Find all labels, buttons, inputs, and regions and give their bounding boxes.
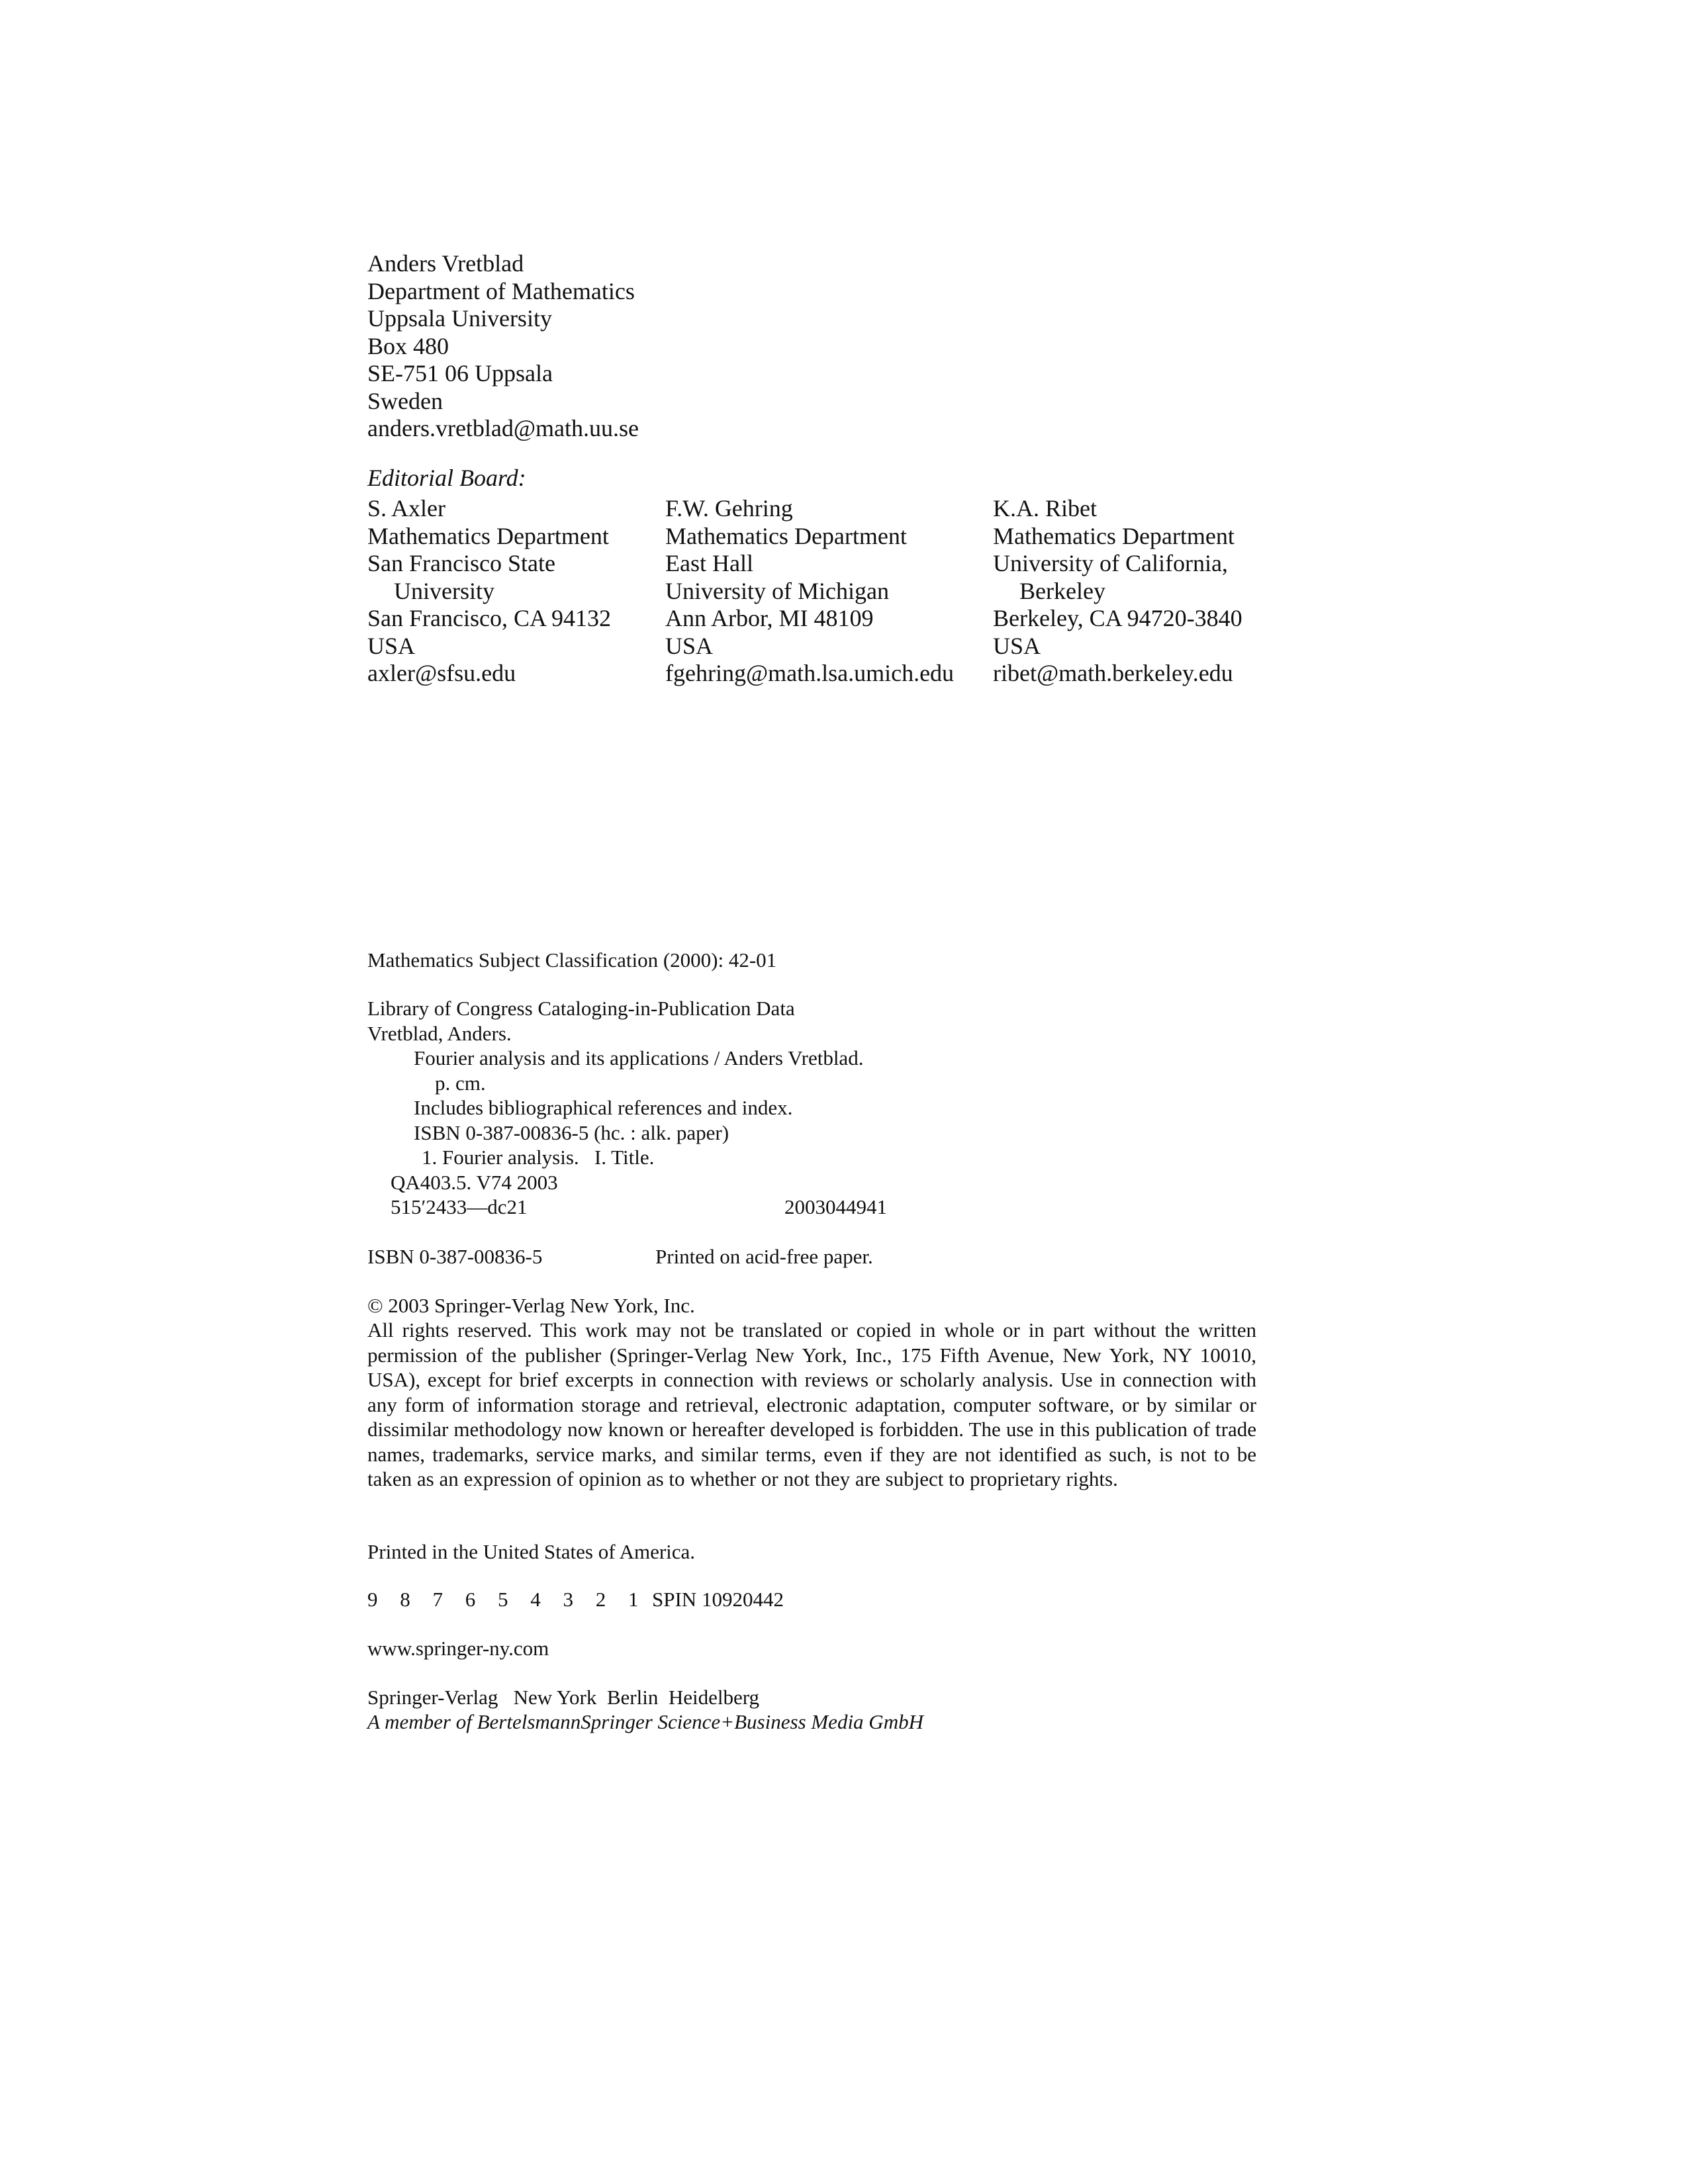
acid-free-note: Printed on acid-free paper. [655, 1245, 873, 1268]
cip-heading: Library of Congress Cataloging-in-Publication Data [367, 997, 795, 1020]
board-member-institution: East Hall [665, 550, 753, 576]
spin-number: SPIN 10920442 [652, 1588, 784, 1611]
print-line-row [367, 1587, 963, 1612]
publisher-website: www.springer-ny.com [367, 1637, 549, 1660]
board-member-email: axler@sfsu.edu [367, 660, 516, 686]
author-department: Department of Mathematics [367, 277, 635, 304]
publisher-line: Springer-Verlag New York Berlin Heidelberg [367, 1686, 759, 1709]
board-member-country: USA [665, 632, 714, 659]
board-member-city: Ann Arbor, MI 48109 [665, 605, 874, 631]
board-member-axler [367, 495, 611, 688]
board-member-institution: San Francisco State [367, 550, 555, 576]
cip-pages: p. cm. [435, 1071, 486, 1095]
board-member-email: ribet@math.berkeley.edu [993, 660, 1233, 686]
board-member-email: fgehring@math.lsa.umich.edu [665, 660, 955, 686]
board-member-department: Mathematics Department [367, 522, 609, 549]
cip-author: Vretblad, Anders. [367, 1021, 512, 1045]
board-member-name: S. Axler [367, 495, 446, 522]
cip-classification-row [367, 1195, 897, 1220]
subject-classification: Mathematics Subject Classification (2000): 42-01 [367, 948, 777, 972]
board-member-country: USA [367, 632, 416, 659]
cip-call-number: QA403.5. V74 2003 [391, 1170, 558, 1194]
board-member-institution-cont: Berkeley [1019, 577, 1105, 604]
board-member-city: San Francisco, CA 94132 [367, 605, 611, 631]
editorial-board-heading: Editorial Board: [367, 465, 526, 491]
cip-includes: Includes bibliographical references and index. [414, 1096, 793, 1119]
board-member-department: Mathematics Department [665, 522, 907, 549]
author-box: Box 480 [367, 332, 449, 359]
board-member-name: K.A. Ribet [993, 495, 1097, 522]
isbn-number: ISBN 0-387-00836-5 [367, 1245, 543, 1268]
board-member-institution: University of California, [993, 550, 1228, 576]
cip-title: Fourier analysis and its applications / Anders Vretblad. [414, 1046, 864, 1069]
board-member-city: Berkeley, CA 94720-3840 [993, 605, 1243, 631]
copyright-line: © 2003 Springer-Verlag New York, Inc. [367, 1294, 695, 1317]
cip-isbn: ISBN 0-387-00836-5 (hc. : alk. paper) [414, 1120, 729, 1144]
cip-dewey: 515′2433—dc21 [391, 1195, 528, 1218]
cip-data-block [367, 996, 897, 1220]
board-member-gehring [665, 495, 954, 688]
author-name: Anders Vretblad [367, 250, 524, 277]
isbn-row [367, 1244, 963, 1269]
board-member-department: Mathematics Department [993, 522, 1235, 549]
author-university: Uppsala University [367, 305, 552, 332]
rights-paragraph: All rights reserved. This work may not be translated or copied in whole or in part without the written permission of the publisher (Springer-Verlag New York, Inc., 175 Fifth Avenue, New York, NY 10010, USA), except for brief excerpts in connection with reviews or scholarly analysis. Use in connection with any form of information storage and retrieval, electronic adaptation, computer software, or by similar or dissimilar methodology now known or hereafter developed is forbidden. The use in this publication of trade names, trademarks, service marks, and similar terms, even if they are not identified as such, is not to be taken as an expression of opinion as to whether or not they are subject to proprietary rights. [367, 1318, 1256, 1490]
author-email: anders.vretblad@math.uu.se [367, 415, 639, 441]
board-member-ribet [993, 495, 1243, 688]
author-address-block [367, 250, 639, 443]
printing-numbers: 9 8 7 6 5 4 3 2 1 [367, 1588, 647, 1611]
author-country: Sweden [367, 387, 443, 414]
board-member-country: USA [993, 632, 1041, 659]
publisher-member-note: A member of BertelsmannSpringer Science+Business Media GmbH [367, 1710, 923, 1733]
cip-lccn: 2003044941 [784, 1195, 887, 1218]
printed-in-note: Printed in the United States of America. [367, 1540, 696, 1563]
board-member-institution-cont: University of Michigan [665, 577, 889, 604]
cip-subjects: 1. Fourier analysis. I. Title. [422, 1146, 655, 1169]
board-member-institution-cont: University [394, 577, 494, 604]
board-member-name: F.W. Gehring [665, 495, 793, 522]
author-city: SE-751 06 Uppsala [367, 360, 553, 387]
